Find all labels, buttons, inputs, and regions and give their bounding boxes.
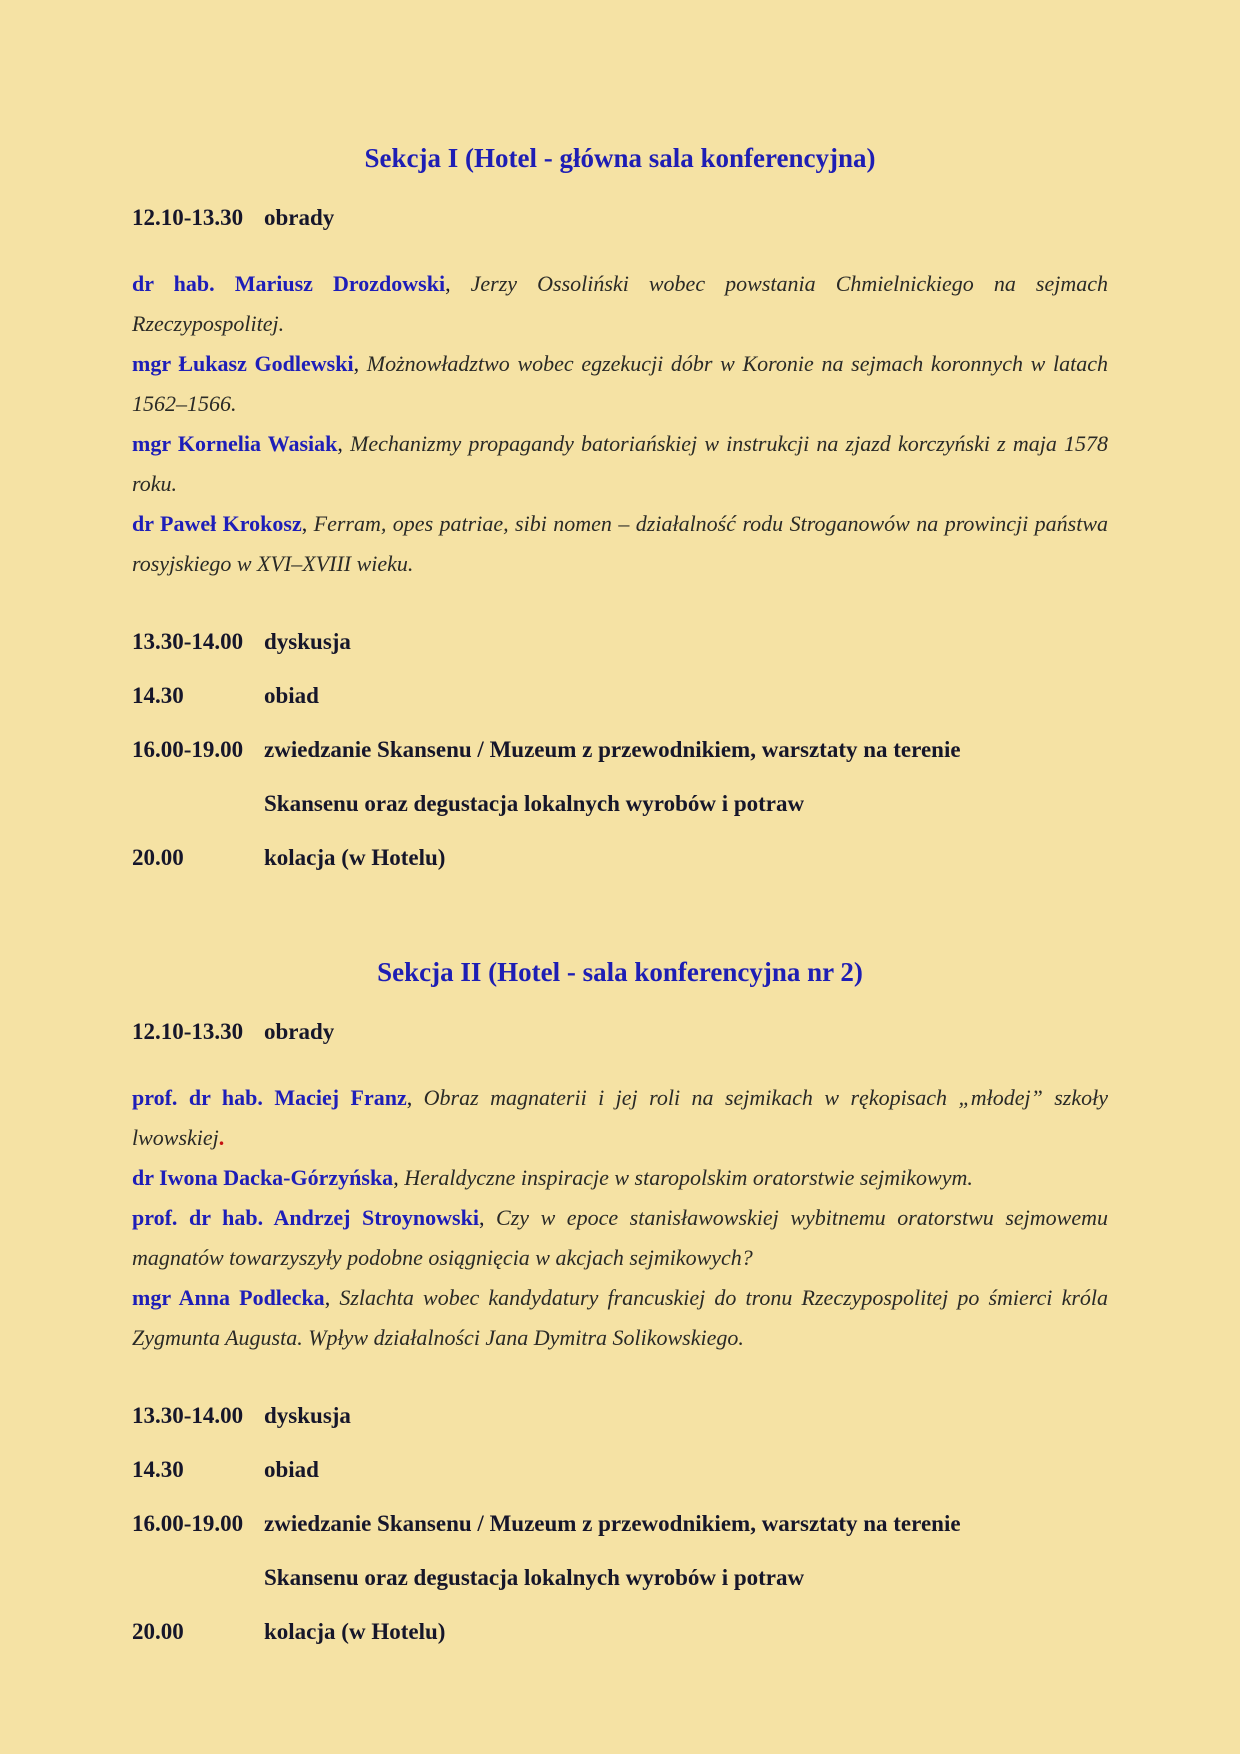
activity-label: obiad xyxy=(264,1457,319,1482)
name-title-separator: , xyxy=(393,1165,399,1190)
talk-entry xyxy=(132,264,1108,344)
talk-entry xyxy=(132,424,1108,504)
schedule-row xyxy=(132,1510,1108,1592)
schedule-row xyxy=(132,844,1108,872)
talk-entry xyxy=(132,1158,1108,1198)
section-1-talks xyxy=(132,264,1108,584)
talk-entry xyxy=(132,1198,1108,1278)
talk-title: Ferram, opes patriae, sibi nomen – działalność rodu Stroganowów na prowincji państwa rosyjskiego w XVI–XVIII wieku. xyxy=(132,511,1108,576)
activity-line-2: Skansenu oraz degustacja lokalnych wyrobów i potraw xyxy=(264,1565,805,1590)
speaker-name: dr hab. Mariusz Drozdowski xyxy=(132,271,446,296)
talk-title: Jerzy Ossoliński wobec powstania Chmielnickiego na sejmach Rzeczypospolitej. xyxy=(132,271,1109,336)
schedule-row xyxy=(132,682,1108,710)
time-label: 20.00 xyxy=(132,845,184,870)
activity-label: obiad xyxy=(264,683,319,708)
activity-label: obrady xyxy=(264,205,335,230)
section-2-talks xyxy=(132,1078,1108,1358)
schedule-row xyxy=(132,1018,1108,1046)
schedule-row xyxy=(132,628,1108,656)
activity-label: kolacja (w Hotelu) xyxy=(264,845,446,870)
section-1-opening-schedule xyxy=(132,204,1108,232)
activity-label xyxy=(264,1510,1108,1592)
schedule-row xyxy=(132,736,1108,818)
time-label: 13.30-14.00 xyxy=(132,1403,244,1428)
section-2-opening-schedule xyxy=(132,1018,1108,1046)
speaker-name: mgr Łukasz Godlewski xyxy=(132,351,354,376)
speaker-name: mgr Kornelia Wasiak xyxy=(132,431,338,456)
talk-title: Możnowładztwo wobec egzekucji dóbr w Koronie na sejmach koronnych w latach 1562–1566. xyxy=(132,351,1108,416)
speaker-name: prof. dr hab. Andrzej Stroynowski xyxy=(132,1205,479,1230)
activity-line-1: zwiedzanie Skansenu / Muzeum z przewodnikiem, warsztaty na terenie xyxy=(264,1511,961,1536)
activity-label: dyskusja xyxy=(264,1403,351,1428)
talk-title: Szlachta wobec kandydatury francuskiej do tronu Rzeczypospolitej po śmierci króla Zygmunta Augusta. Wpływ działalności Jana Dymitra Solikowskiego. xyxy=(132,1285,1109,1350)
section-1-schedule xyxy=(132,628,1108,872)
time-label: 16.00-19.00 xyxy=(132,737,244,762)
schedule-row xyxy=(132,1402,1108,1430)
time-label: 12.10-13.30 xyxy=(132,205,244,230)
talk-entry xyxy=(132,504,1108,584)
name-title-separator: , xyxy=(445,271,451,296)
section-2-title: Sekcja II (Hotel - sala konferencyjna nr 2) xyxy=(377,957,863,987)
section-1-title: Sekcja I (Hotel - główna sala konferencyjna) xyxy=(364,143,876,173)
talk-title: Mechanizmy propagandy batoriańskiej w instrukcji na zjazd korczyński z maja 1578 roku. xyxy=(132,431,1109,496)
time-label: 13.30-14.00 xyxy=(132,629,244,654)
name-title-separator: , xyxy=(324,1285,331,1310)
speaker-name: dr Iwona Dacka-Górzyńska xyxy=(132,1165,394,1190)
red-period: . xyxy=(218,1125,225,1150)
time-label: 14.30 xyxy=(132,1457,184,1482)
activity-label: obrady xyxy=(264,1019,335,1044)
activity-label: dyskusja xyxy=(264,629,351,654)
speaker-name: dr Paweł Krokosz xyxy=(132,511,302,536)
name-title-separator: , xyxy=(478,1205,485,1230)
talk-title: Czy w epoce stanisławowskiej wybitnemu oratorstwu sejmowemu magnatów towarzyszyły podobne osiągnięcia w akcjach sejmikowych? xyxy=(132,1205,1108,1270)
talk-entry xyxy=(132,1278,1108,1358)
talk-entry xyxy=(132,1078,1108,1158)
talk-entry xyxy=(132,344,1108,424)
activity-line-1: zwiedzanie Skansenu / Muzeum z przewodnikiem, warsztaty na terenie xyxy=(264,737,961,762)
activity-line-2: Skansenu oraz degustacja lokalnych wyrobów i potraw xyxy=(264,791,805,816)
name-title-separator: , xyxy=(301,511,308,536)
talk-title: Heraldyczne inspiracje w staropolskim oratorstwie sejmikowym. xyxy=(404,1165,973,1190)
activity-label: kolacja (w Hotelu) xyxy=(264,1619,446,1644)
section-2-schedule xyxy=(132,1402,1108,1646)
schedule-row xyxy=(132,204,1108,232)
time-label: 14.30 xyxy=(132,683,184,708)
talk-title: Obraz magnaterii i jej roli na sejmikach w rękopisach „młodej” szkoły lwowskiej xyxy=(132,1085,1109,1150)
name-title-separator: , xyxy=(337,431,343,456)
speaker-name: mgr Anna Podlecka xyxy=(132,1285,325,1310)
name-title-separator: , xyxy=(353,351,360,376)
time-label: 20.00 xyxy=(132,1619,184,1644)
name-title-separator: , xyxy=(406,1085,413,1110)
schedule-row xyxy=(132,1618,1108,1646)
speaker-name: prof. dr hab. Maciej Franz xyxy=(132,1085,407,1110)
time-label: 12.10-13.30 xyxy=(132,1019,244,1044)
time-label: 16.00-19.00 xyxy=(132,1511,244,1536)
activity-label xyxy=(264,736,1108,818)
schedule-row xyxy=(132,1456,1108,1484)
